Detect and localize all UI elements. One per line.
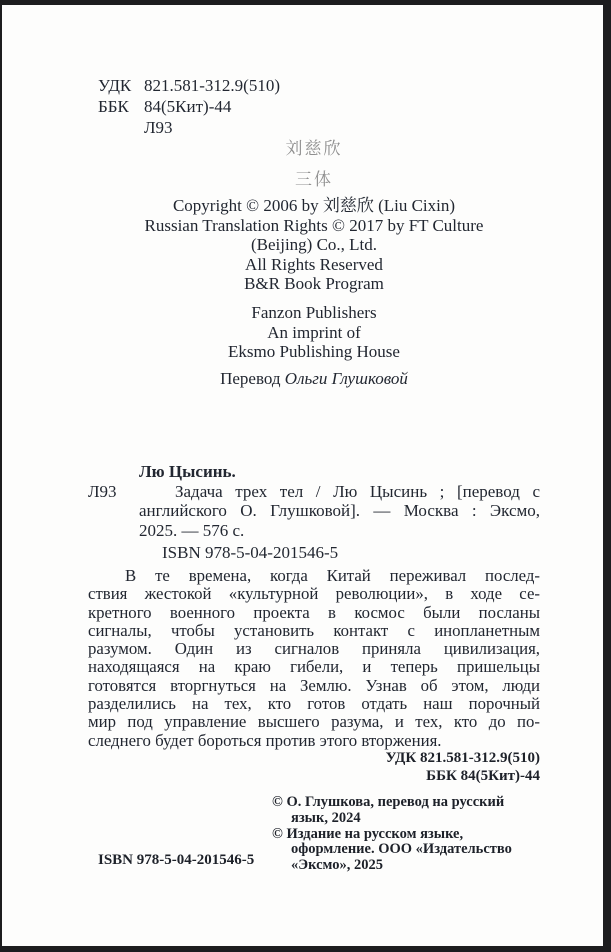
copyright-credits — [272, 795, 550, 874]
publisher-block — [38, 303, 590, 362]
bbk-line-bottom: ББК 84(5Кит)-44 — [426, 768, 540, 784]
bbk-line — [98, 96, 280, 117]
credit-line: язык, 2024 — [291, 809, 361, 826]
credit-entry-edition — [272, 827, 550, 874]
credit-line: © О. Глушкова, перевод на русский — [272, 794, 505, 810]
author-sign-line: Л93 — [144, 118, 173, 137]
annotation-line: следнего будет бороться против этого вторжения. — [88, 730, 442, 750]
publisher-line: Fanzon Publishers — [251, 303, 377, 322]
annotation-line: ствия жестокой «культурной революции», в ходе се- — [88, 584, 540, 604]
publisher-line: Eksmo Publishing House — [228, 342, 400, 361]
copyright-line: Russian Translation Rights © 2017 by FT Culture — [144, 215, 484, 235]
annotation-line: сигналы, чтобы установить контакт с инопланетным — [88, 620, 540, 640]
catalog-line: 2025. — 576 с. — [139, 520, 245, 540]
udk-value: 821.581-312.9(510) — [144, 76, 280, 95]
copyright-notice-block — [38, 196, 590, 294]
copyright-line: B&R Book Program — [244, 274, 384, 293]
translator-credit — [38, 369, 590, 389]
copyright-line: All Rights Reserved — [245, 254, 383, 274]
credit-line: © Издание на русском языке, — [272, 825, 464, 842]
annotation-line: находящаяся на краю гибели, и теперь пришельцы — [88, 657, 540, 677]
isbn-bottom: ISBN 978-5-04-201546-5 — [98, 852, 255, 868]
bbk-value: 84(5Кит)-44 — [144, 97, 232, 116]
udk-line-bottom: УДК 821.581-312.9(510) — [385, 750, 540, 766]
original-title-cn: 三体 — [295, 170, 333, 189]
original-chinese-block — [88, 133, 540, 195]
original-author-cn: 刘慈欣 — [285, 139, 343, 158]
annotation-line: готовятся вторгнуться на Землю. Узнав об этом, люди — [88, 675, 540, 695]
udk-label: УДК — [98, 76, 132, 95]
annotation-line: мир под управление высшего разума, и тех, кто до по- — [88, 712, 540, 732]
catalog-author-sign: Л93 — [88, 482, 117, 501]
credit-line: «Эксмо», 2025 — [291, 856, 383, 873]
annotation-line: разумом. Один из сигналов приняла цивилизация, — [88, 639, 540, 659]
catalog-line: английского О. Глушковой]. — Москва : Эксмо, — [139, 501, 540, 520]
udk-line — [98, 75, 280, 96]
annotation-line: разделились на тех, кто готов отдать наш порочный — [88, 694, 540, 714]
catalog-line: Задача трех тел / Лю Цысинь ; [перевод с — [175, 481, 540, 501]
publisher-line: An imprint of — [267, 322, 361, 342]
book-imprint-page — [2, 5, 603, 946]
copyright-line: Copyright © 2006 by 刘慈欣 (Liu Cixin) — [172, 196, 456, 215]
credit-line: оформление. ООО «Издательство — [291, 841, 512, 857]
catalog-author: Лю Цысинь. — [139, 462, 236, 481]
catalog-isbn: ISBN 978-5-04-201546-5 — [162, 543, 339, 562]
classification-block-bottom — [88, 749, 540, 785]
annotation-line: В те времена, когда Китай переживал послед- — [125, 566, 540, 585]
credit-entry-translation — [272, 795, 550, 826]
annotation-line: кретного военного проекта в космос были посланы — [88, 602, 540, 622]
annotation-paragraph — [88, 567, 540, 750]
classification-block — [98, 75, 280, 138]
translator-name: Ольги Глушковой — [284, 369, 408, 388]
catalog-card — [139, 462, 540, 540]
translator-credit-label: Перевод — [220, 369, 281, 388]
copyright-line: (Beijing) Co., Ltd. — [250, 235, 378, 254]
bbk-label: ББК — [98, 97, 129, 116]
